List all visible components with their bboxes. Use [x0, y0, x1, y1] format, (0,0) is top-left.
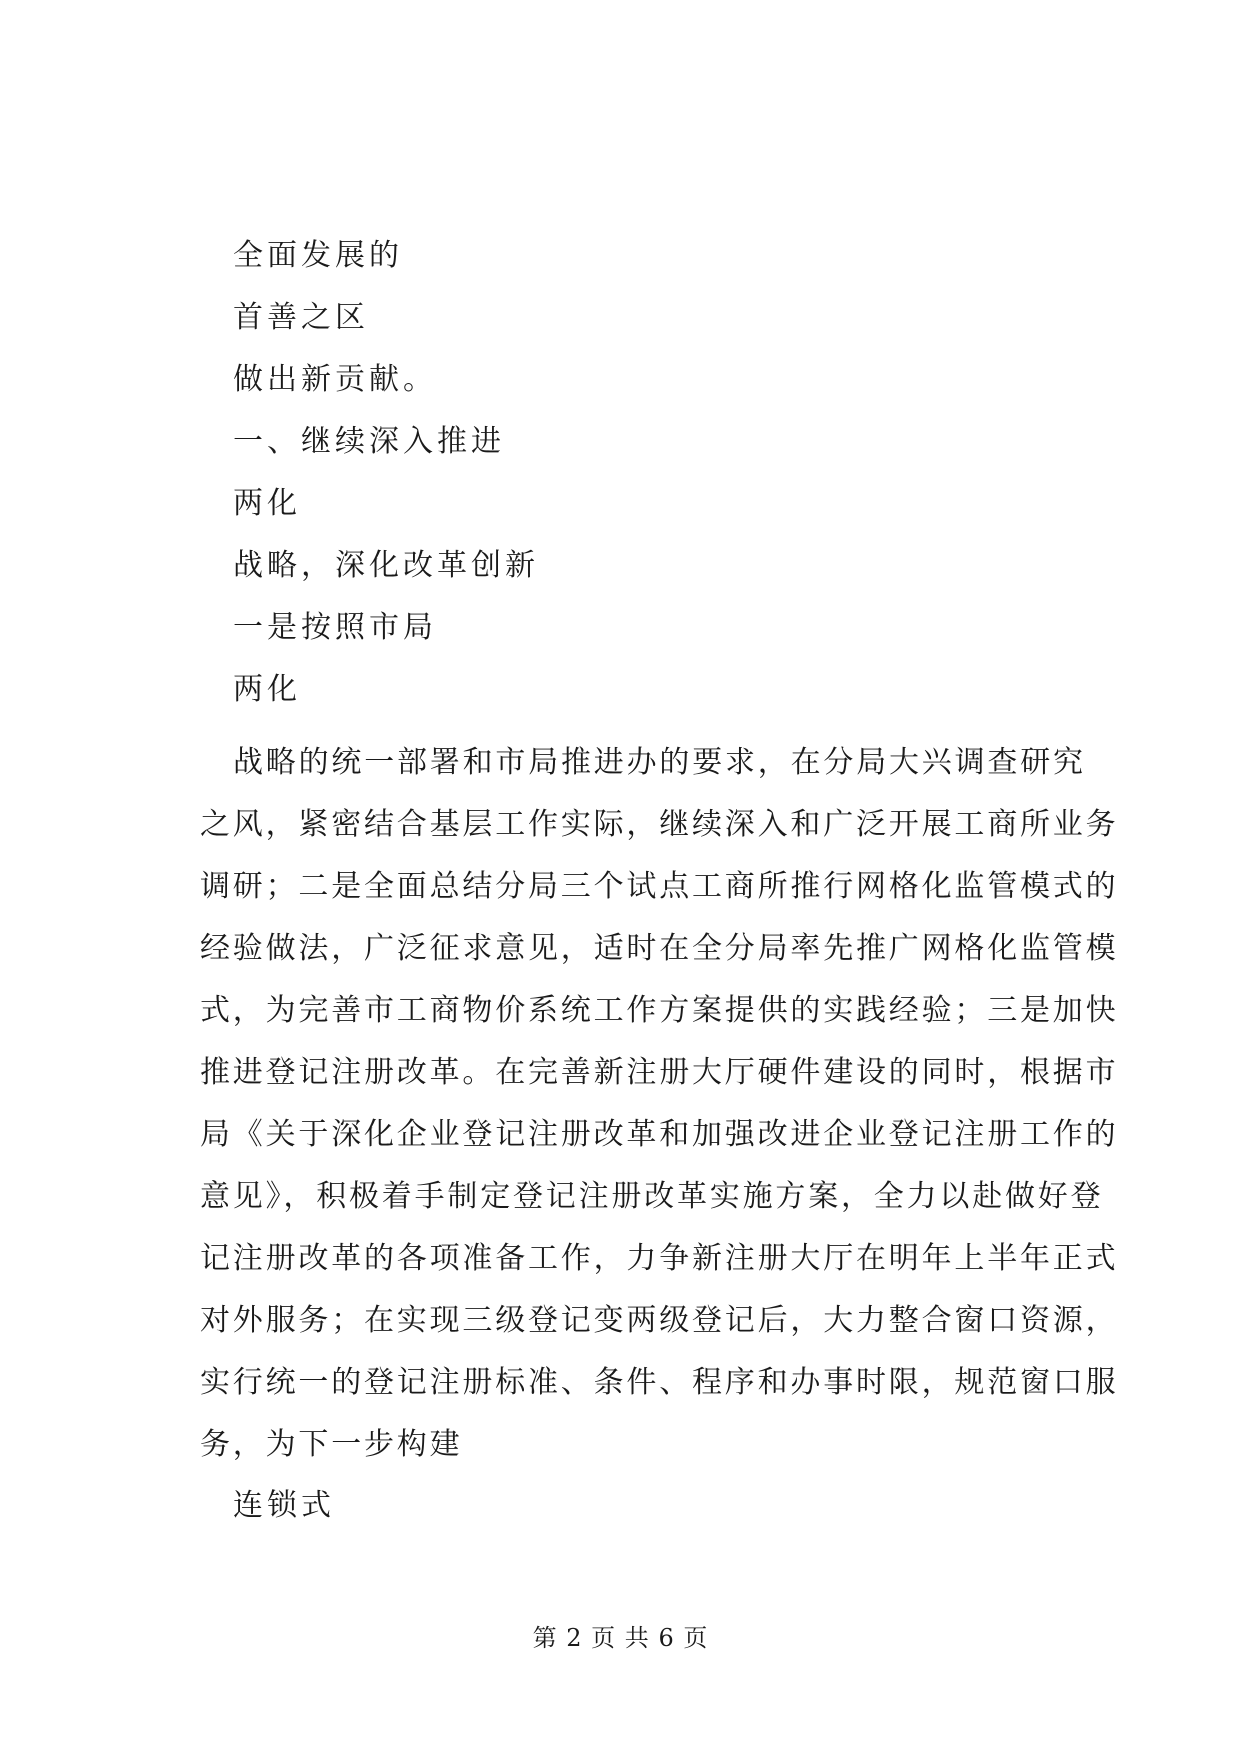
section-heading: 一、继续深入推进	[233, 424, 505, 459]
paragraph-line: 务，为下一步构建	[200, 1427, 463, 1462]
paragraph-line: 调研；二是全面总结分局三个试点工商所推行网格化监管模式的	[200, 869, 1119, 904]
paragraph-line: 局《关于深化企业登记注册改革和加强改进企业登记注册工作的	[200, 1117, 1119, 1152]
text-line: 连锁式	[233, 1488, 335, 1523]
page-number-footer: 第 2 页 共 6 页	[532, 1624, 709, 1652]
paragraph-line: 对外服务；在实现三级登记变两级登记后，大力整合窗口资源，	[200, 1303, 1119, 1338]
paragraph-line: 经验做法，广泛征求意见，适时在全分局率先推广网格化监管模	[200, 931, 1119, 966]
text-line: 首善之区	[233, 300, 369, 335]
paragraph-line: 实行统一的登记注册标准、条件、程序和办事时限，规范窗口服	[200, 1365, 1119, 1400]
paragraph-line: 推进登记注册改革。在完善新注册大厅硬件建设的同时，根据市	[200, 1055, 1119, 1090]
paragraph-line: 之风，紧密结合基层工作实际，继续深入和广泛开展工商所业务	[200, 807, 1119, 842]
text-line: 做出新贡献。	[233, 362, 437, 397]
text-line: 两化	[233, 672, 301, 707]
paragraph-line: 记注册改革的各项准备工作，力争新注册大厅在明年上半年正式	[200, 1241, 1119, 1276]
text-line: 战略，深化改革创新	[233, 548, 539, 583]
paragraph-line: 意见》，积极着手制定登记注册改革实施方案，全力以赴做好登	[200, 1179, 1104, 1214]
paragraph-line: 式，为完善市工商物价系统工作方案提供的实践经验；三是加快	[200, 993, 1119, 1028]
text-line: 全面发展的	[233, 238, 403, 273]
paragraph-line: 战略的统一部署和市局推进办的要求，在分局大兴调查研究	[233, 745, 1086, 780]
text-line: 两化	[233, 486, 301, 521]
body-paragraph	[200, 732, 1119, 1476]
text-line: 一是按照市局	[233, 610, 437, 645]
